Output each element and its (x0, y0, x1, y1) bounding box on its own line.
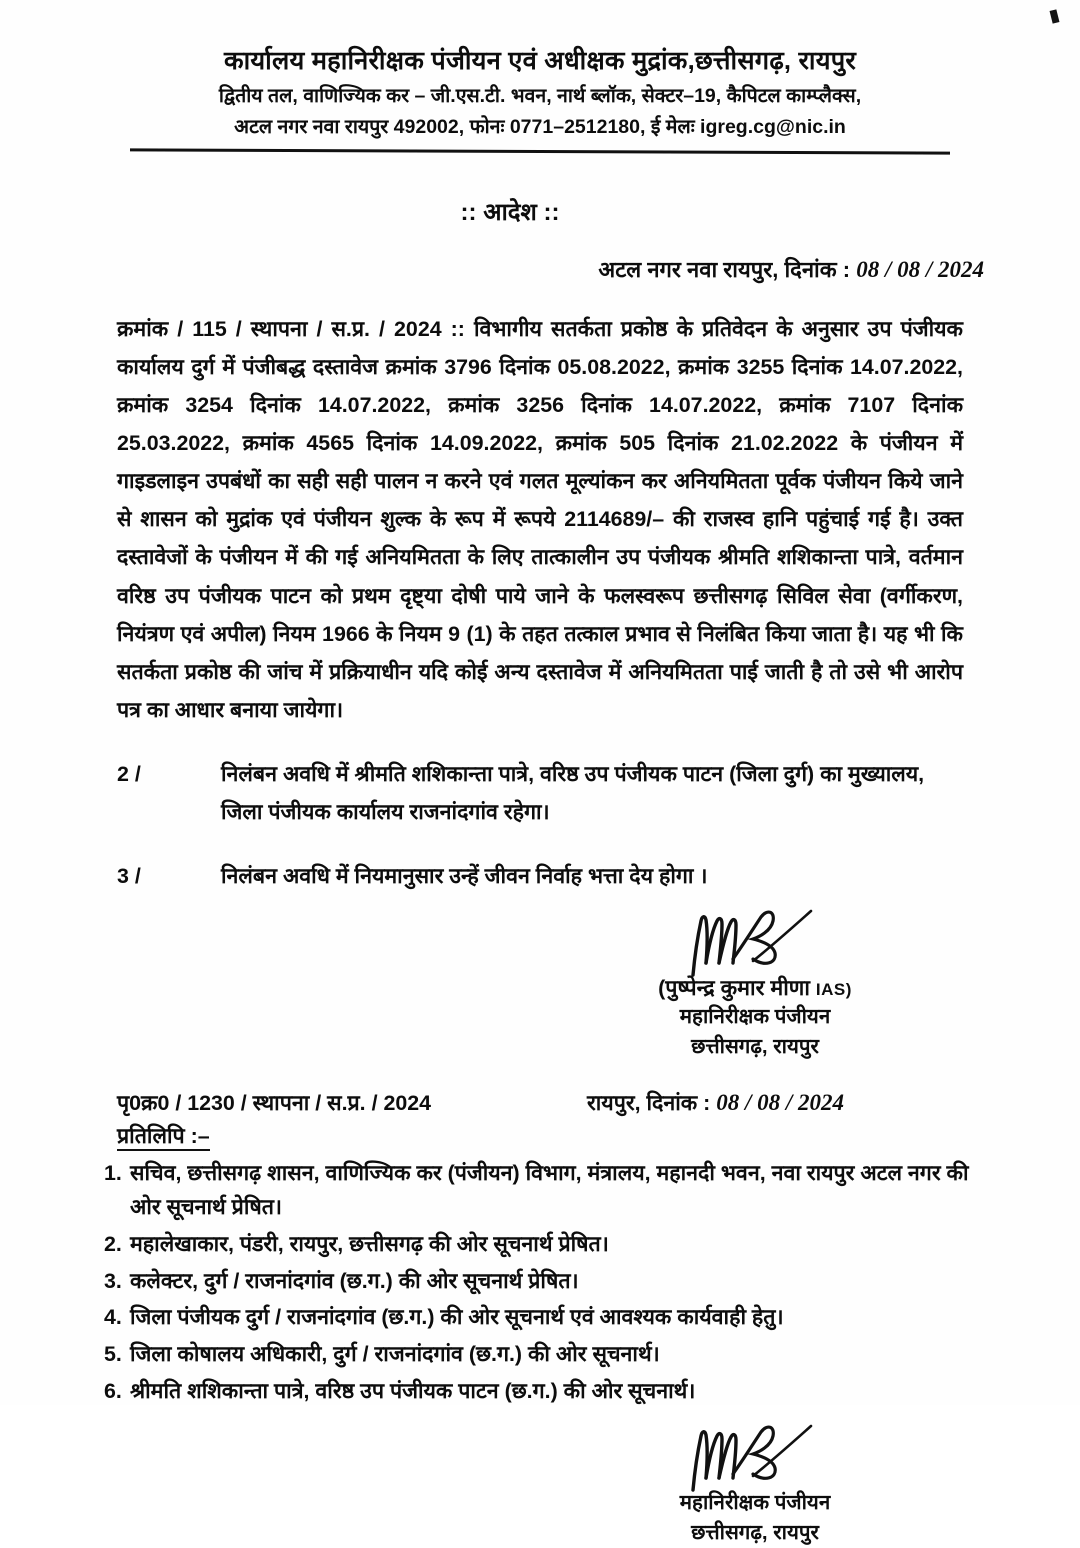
list-item (104, 1264, 976, 1299)
copy-to-label: प्रतिलिपि :– (117, 1121, 963, 1150)
signatory-role-line-1: महानिरीक्षक पंजीयन (679, 1005, 831, 1029)
order-place-date (0, 254, 1080, 284)
list-item-number: 3. (104, 1268, 122, 1293)
order-place-label: अटल नगर नवा रायपुर, दिनांक : (598, 256, 851, 282)
clause-3-number: 3 / (117, 864, 141, 889)
signature-mark (430, 911, 1080, 973)
clause-3-text: निलंबन अवधि में नियमानुसार उन्हें जीवन निर्वाह भत्ता देय होगा । (221, 864, 708, 889)
order-clause-2 (117, 755, 963, 831)
clause-2-number: 2 / (117, 761, 141, 786)
signatory-designation-suffix: IAS) (815, 980, 852, 1000)
list-item-number: 4. (104, 1305, 122, 1330)
list-item-text: महालेखाकार, पंडरी, रायपुर, छत्तीसगढ़ की ओर सूचनार्थ प्रेषित। (130, 1231, 609, 1256)
list-item-text: कलेक्टर, दुर्ग / राजनांदगांव (छ.ग.) की ओर सूचनार्थ प्रेषित। (130, 1268, 579, 1293)
list-item-number: 2. (104, 1231, 122, 1256)
endorsement-place-date (587, 1088, 963, 1117)
list-item (104, 1300, 976, 1335)
signature-block-secondary (0, 1426, 1080, 1547)
endorsement-reference: पृ0क्र0 / 1230 / स्थापना / स.प्र. / 2024 (117, 1090, 432, 1115)
office-address-line-1: द्वितीय तल, वाणिज्यिक कर – जी.एस.टी. भवन, नार्थ ब्लॉक, सेक्टर–19, कैपिटल काम्प्लैक्स, (218, 85, 862, 108)
list-item (104, 1337, 976, 1372)
secondary-role-line-1: महानिरीक्षक पंजीयन (679, 1491, 831, 1515)
order-title: :: आदेश :: (460, 198, 560, 226)
order-clause-3 (117, 857, 963, 895)
list-item-text: सचिव, छत्तीसगढ़ शासन, वाणिज्यिक कर (पंजीयन) विभाग, मंत्रालय, महानदी भवन, नवा रायपुर अटल नगर की ओर सूचनार्थ प्रेषित। (130, 1160, 969, 1220)
list-item-number: 5. (104, 1341, 122, 1366)
clause-2-text: निलंबन अवधि में श्रीमति शशिकान्ता पात्रे, वरिष्ठ उप पंजीयक पाटन (जिला दुर्ग) का मुख्यालय, जिला पंजीयक कार्यालय राजनांदगांव रहेगा। (221, 761, 925, 824)
list-item (104, 1374, 976, 1409)
list-item-text: जिला कोषालय अधिकारी, दुर्ग / राजनांदगांव (छ.ग.) की ओर सूचनार्थ। (130, 1341, 660, 1366)
signature-mark (430, 1426, 1080, 1488)
secondary-role-line-2: छत्तीसगढ़, रायपुर (691, 1521, 819, 1545)
office-name: कार्यालय महानिरीक्षक पंजीयन एवं अधीक्षक मुद्रांक,छत्तीसगढ़, रायपुर (223, 47, 857, 75)
list-item-number: 6. (104, 1378, 122, 1403)
list-item-text: जिला पंजीयक दुर्ग / राजनांदगांव (छ.ग.) की ओर सूचनार्थ एवं आवश्यक कार्यवाही हेतु। (130, 1305, 784, 1330)
order-date-value: 08 / 08 / 2024 (856, 256, 984, 282)
list-item-text: श्रीमति शशिकान्ता पात्रे, वरिष्ठ उप पंजीयक पाटन (छ.ग.) की ओर सूचनार्थ। (130, 1378, 696, 1403)
copy-distribution-list (104, 1156, 976, 1409)
header-divider (130, 148, 950, 154)
list-item (104, 1227, 976, 1262)
endorsement-place-label: रायपुर, दिनांक : (587, 1090, 711, 1115)
endorsement-date-value: 08 / 08 / 2024 (716, 1089, 845, 1115)
letterhead (0, 0, 1080, 142)
list-item-number: 1. (104, 1160, 122, 1185)
list-item (104, 1156, 976, 1225)
signatory-name: (पुष्पेन्द्र कुमार मीणा IAS) (658, 976, 852, 1001)
office-contact-line: अटल नगर नवा रायपुर 492002, फोनः 0771–2512180, ई मेलः igreg.cg@nic.in (234, 115, 846, 138)
signature-block-primary (0, 911, 1080, 1061)
signatory-role-line-2: छत्तीसगढ़, रायपुर (691, 1034, 819, 1058)
endorsement-header (117, 1088, 963, 1117)
order-paragraph-1: क्रमांक / 115 / स्थापना / स.प्र. / 2024 :: विभागीय सतर्कता प्रकोष्ठ के प्रतिवेदन के अनुसार उप पंजीयक कार्यालय दुर्ग में पंजीबद्ध दस्तावेज क्रमांक 3796 दिनांक 05.08.2022, क्रमांक 3255 दिनांक 14.07.2022, क्रमांक 3254 दिनांक 14.07.2022, क्रमांक 3256 दिनांक 14.07.2022, क्रमांक 7107 दिनांक 25.03.2022, क्रमांक 4565 दिनांक 14.09.2022, क्रमांक 505 दिनांक 21.02.2022 के पंजीयन में गाइडलाइन उपबंधों का सही सही पालन न करने एवं गलत मूल्यांकन कर अनियमितता पूर्वक पंजीयन किये जाने से शासन को मुद्रांक एवं पंजीयन शुल्क के रूप में रूपये 2114689/– की राजस्व हानि पहुंचाई गई है। उक्त दस्तावेजों के पंजीयन में की गई अनियमितता के लिए तात्कालीन उप पंजीयक श्रीमति शशिकान्ता पात्रे, वर्तमान वरिष्ठ उप पंजीयक पाटन को प्रथम दृष्ट्या दोषी पाये जाने के फलस्वरूप छत्तीसगढ़ सिविल सेवा (वर्गीकरण, नियंत्रण एवं अपील) नियम 1966 के नियम 9 (1) के तहत तत्काल प्रभाव से निलंबित किया जाता है। यह भी कि सतर्कता प्रकोष्ठ की जांच में प्रक्रियाधीन यदि कोई अन्य दस्तावेज में अनियमितता पाई जाती है तो उसे भी आरोप पत्र का आधार बनाया जायेगा। (117, 316, 963, 722)
order-body (117, 310, 963, 895)
